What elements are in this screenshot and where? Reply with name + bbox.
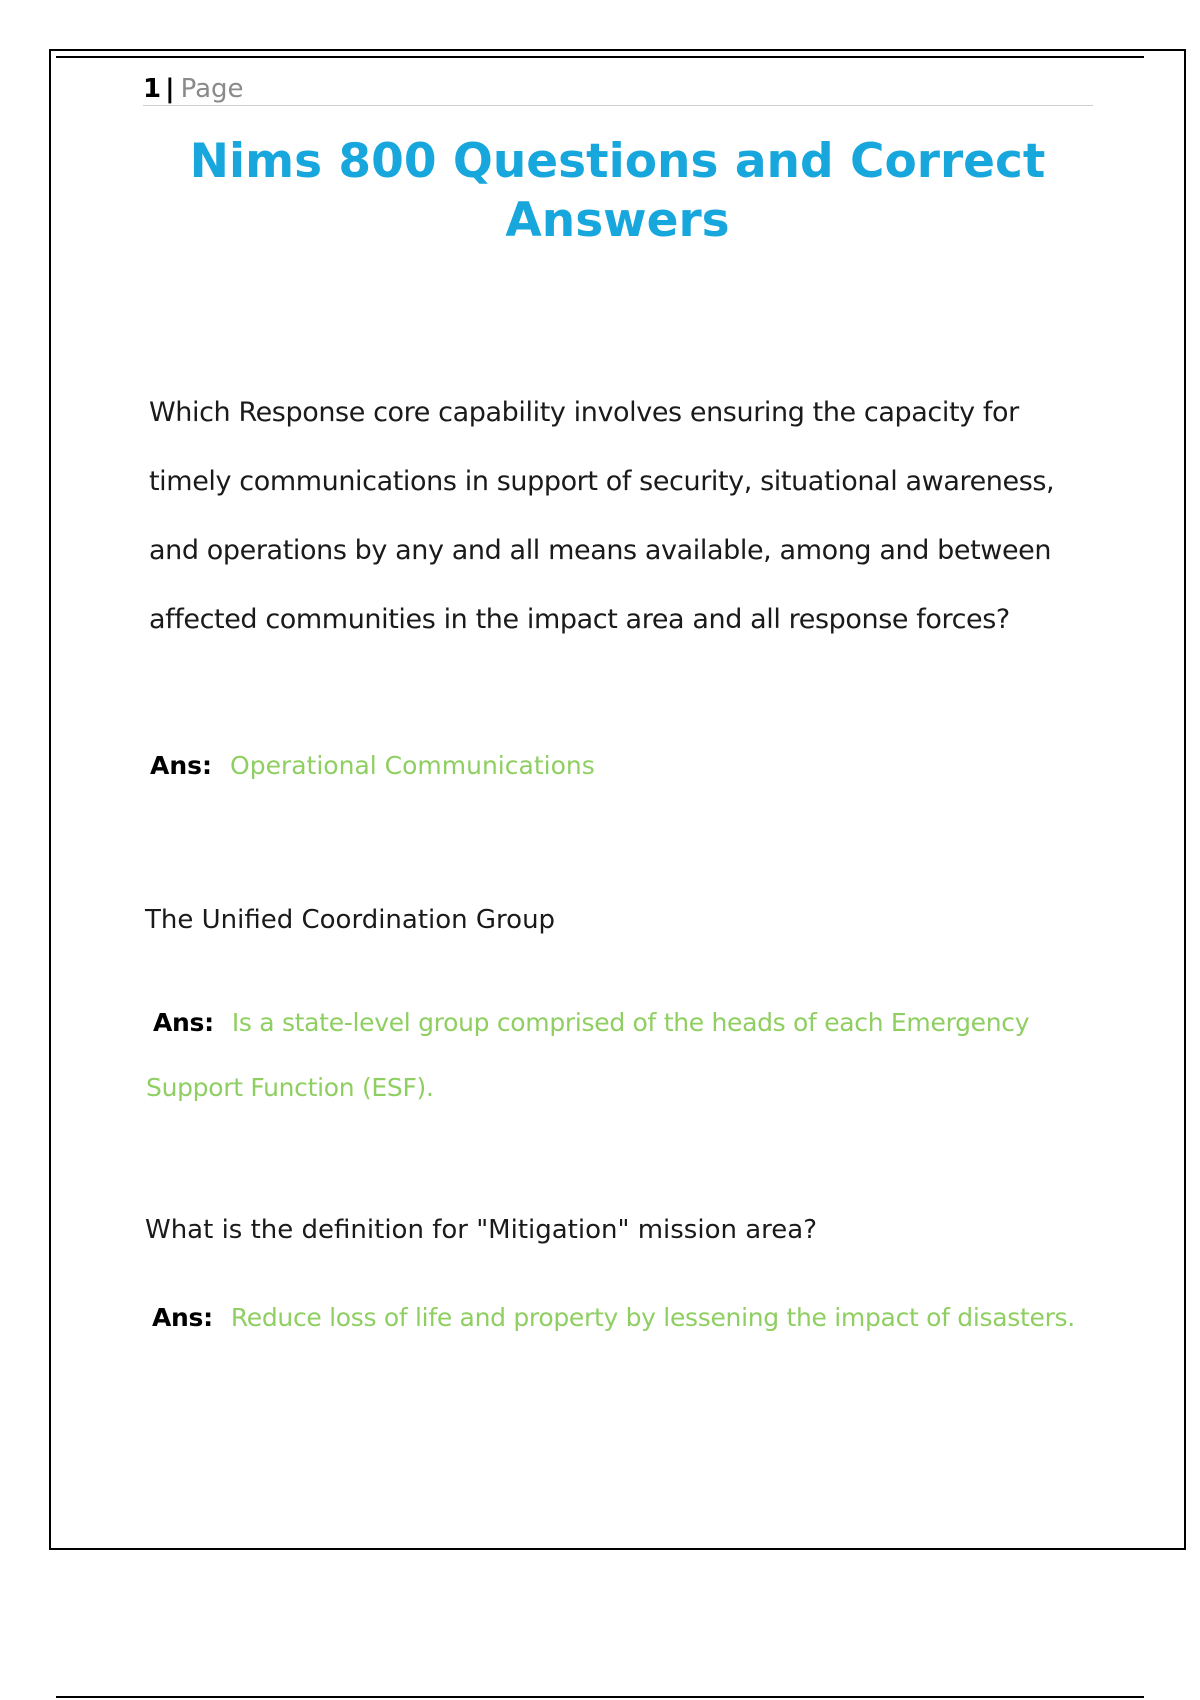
- page-header: [143, 72, 1093, 106]
- page-word: Page: [180, 74, 244, 104]
- answer-1: [150, 748, 595, 784]
- question-3: What is the definition for "Mitigation" mission area?: [145, 1215, 818, 1245]
- answer-label: Ans:: [153, 1008, 214, 1037]
- answer-label: Ans:: [150, 751, 213, 780]
- answer-2-text: Is a state-level group comprised of the heads of each Emergency Support Function (ESF).: [146, 1008, 1030, 1102]
- answer-2: [146, 990, 1086, 1120]
- header-top-rule: [56, 56, 1144, 58]
- page-number: 1: [143, 74, 162, 104]
- answer-1-text: Operational Communications: [230, 751, 595, 780]
- next-page-rule: [56, 1696, 1144, 1698]
- answer-label: Ans:: [152, 1303, 213, 1332]
- document-title: Nims 800 Questions and Correct Answers: [189, 134, 1046, 248]
- answer-3: [152, 1300, 1075, 1336]
- question-1: Which Response core capability involves ensuring the capacity for timely communications in support of security, situational awareness, and operations by any and all means available, among and between affected communities in the impact area and all response forces?: [149, 397, 1055, 635]
- answer-3-text: Reduce loss of life and property by lessening the impact of disasters.: [230, 1303, 1075, 1332]
- question-2: The Unified Coordination Group: [145, 905, 556, 935]
- page-separator: |: [165, 74, 175, 104]
